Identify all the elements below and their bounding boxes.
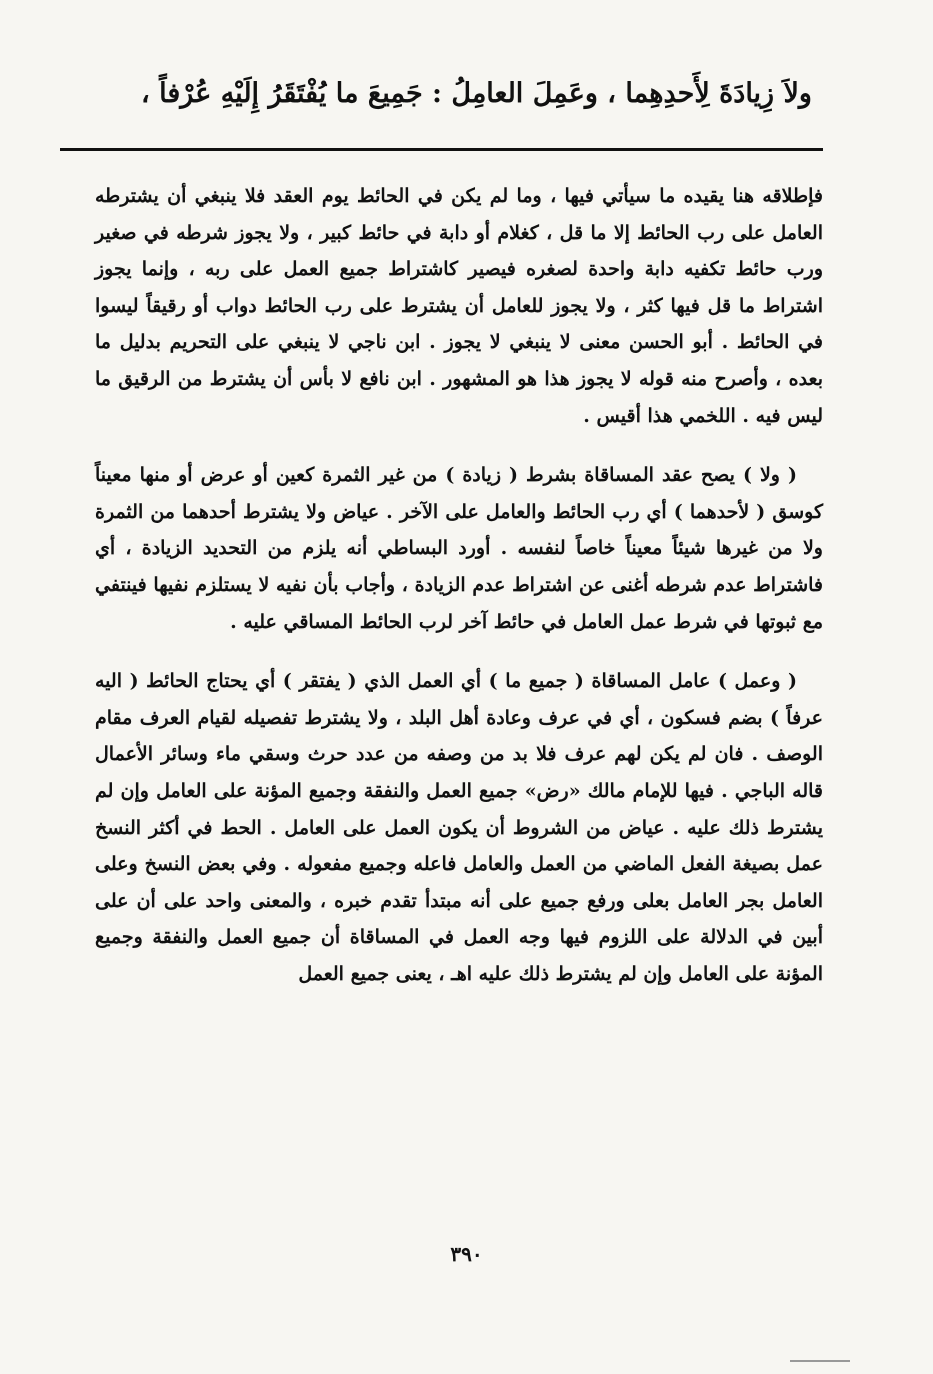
paragraph-3: ( وعمل ) عامل المساقاة ( جميع ما ) أي العمل الذي ( يفتقر ) أي يحتاج الحائط ( اليه عرفاً ) بضم فسكون ، أي في عرف وعادة أهل البلد ، ولا يشترط تفصيله لقيام العرف مقام الوصف . فان لم يكن لهم عرف فلا بد من وصفه من عدد حرث وسقي ماء وسائر الأعمال قاله الباجي . فيها للإمام مالك «رض» جميع العمل والنفقة وجميع المؤنة على العامل وإن لم يشترط ذلك عليه . عياض من الشروط أن يكون العمل على العامل . الحط في أكثر النسخ عمل بصيغة الفعل الماضي من العمل والعامل فاعله وجميع مفعوله . وفي بعض النسخ وعلى العامل بجر العامل بعلى ورفع جميع على أنه مبتدأ تقدم خبره ، والمعنى واحد على أن على أبين في الدلالة على اللزوم فيها وجه العمل في المساقاة أن جميع العمل والنفقة وجميع المؤنة على العامل وإن لم يشترط ذلك عليه اهـ ، يعنى جميع العمل [95, 670, 823, 985]
scan-edge-mark [790, 1360, 850, 1362]
page-number: ٣٩٠ [450, 1242, 483, 1266]
paragraph-1: فإطلاقه هنا يقيده ما سيأتي فيها ، وما لم يكن في الحائط يوم العقد فلا ينبغي أن يشترطه العامل على رب الحائط إلا ما قل ، كغلام أو دابة في حائط كبير ، ولا يجوز شرطه في صغير ورب حائط تكفيه دابة واحدة لصغره فيصير كاشتراط جميع العمل على ربه ، وإنما يجوز اشتراط ما قل فيها كثر ، ولا يجوز للعامل أن يشترط على رب الحائط دواب أو رقيقاً ليسوا في الحائط . أبو الحسن معنى لا ينبغي لا يجوز . ابن ناجي لا ينبغي على التحريم بدليل ما بعده ، وأصرح منه قوله لا يجوز هذا هو المشهور . ابن نافع لا بأس أن يشترط من الرقيق ما ليس فيه . اللخمي هذا أقيس . [95, 185, 823, 427]
paragraph-2: ( ولا ) يصح عقد المساقاة بشرط ( زيادة ) من غير الثمرة كعين أو عرض أو منها معيناً كوسق ( لأحدهما ) أي رب الحائط والعامل على الآخر . عياض ولا يشترط أحدهما من الثمرة ولا من غيرها شيئاً معيناً خاصاً لنفسه . أورد البساطي أنه يلزم من التحديد الزيادة ، أي فاشتراط عدم شرطه أغنى عن اشتراط عدم الزيادة ، وأجاب بأن نفيه لا يستلزم نفيها فينتفي مع ثبوتها في شرط عمل العامل في حائط آخر لرب الحائط المساقي عليه . [95, 464, 823, 633]
commentary-body [95, 178, 823, 992]
matn-heading: ولاَ زِيادَةَ لِأَحدِهِما ، وعَمِلَ العامِلُ : جَمِيعَ ما يُفْتَقَرُ إِلَيْهِ عُرْفاً ، [141, 78, 812, 109]
header-rule [60, 148, 823, 151]
